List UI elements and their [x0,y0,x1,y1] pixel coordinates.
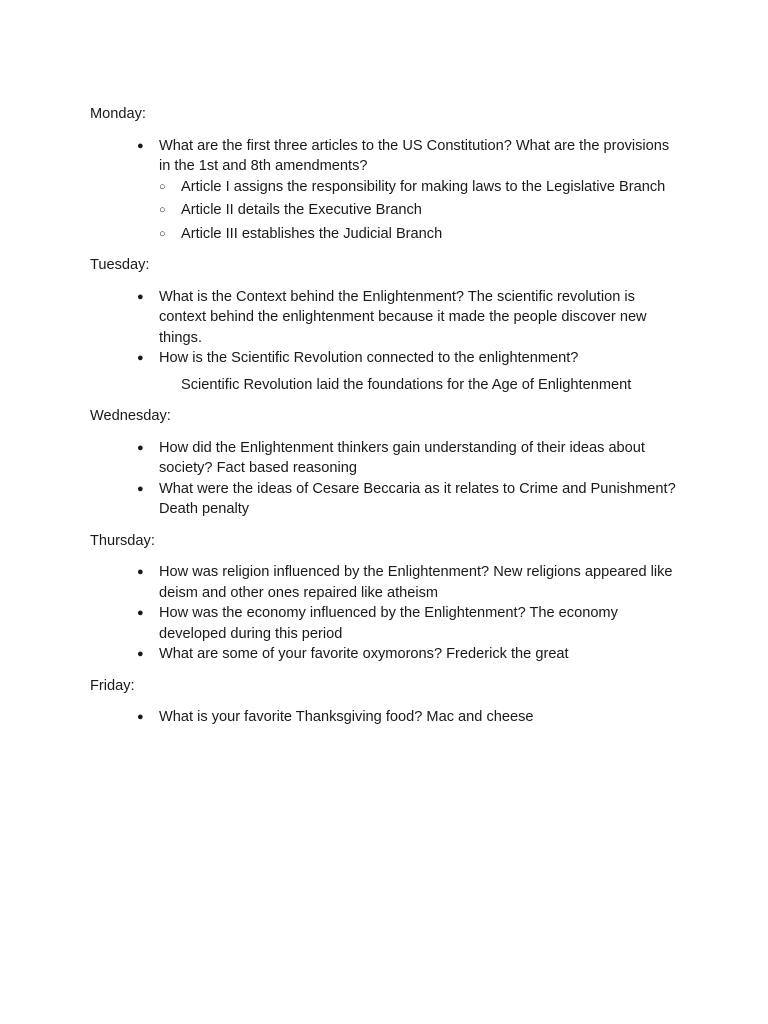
day-heading: Monday: [90,106,146,122]
answer-text: Article III establishes the Judicial Branch [181,225,443,242]
list-item [90,479,680,520]
list-item [90,287,680,349]
hollow-bullet-icon: ○ [159,204,166,216]
list-item [90,707,680,728]
question-text: How did the Enlightenment thinkers gain understanding of their ideas about society? Fact based reasoning [159,439,645,476]
question-text: What is your favorite Thanksgiving food? Mac and cheese [159,709,534,725]
bullet-icon: ● [137,566,144,578]
sub-list-item [159,177,680,198]
bullet-icon: ● [137,290,144,303]
answer-note: Scientific Revolution laid the foundations for the Age of Enlightenment [181,376,632,393]
bullet-icon: ● [137,648,144,660]
sub-list-item [159,224,680,245]
question-text: What are the first three articles to the US Constitution? What are the provisions in the 1st and 8th amendments? [159,137,670,174]
list-item [90,136,680,245]
question-list [90,438,680,520]
question-text: What were the ideas of Cesare Beccaria as it relates to Crime and Punishment? Death penalty [159,480,676,517]
sub-list-item [159,200,680,221]
question-text: How was the economy influenced by the Enlightenment? The economy developed during this period [159,605,618,642]
hollow-bullet-icon: ○ [159,180,166,193]
bullet-icon: ● [137,711,144,723]
day-heading: Tuesday: [90,257,150,273]
question-list [90,707,680,728]
hollow-bullet-icon: ○ [159,227,166,240]
question-list [90,136,680,245]
list-item [90,562,680,603]
question-text: What is the Context behind the Enlightenment? The scientific revolution is context behind the enlightenment because it made the people discover new things. [159,288,647,346]
answer-text: Article II details the Executive Branch [181,202,422,218]
day-heading: Friday: [90,677,135,694]
document-page [90,104,680,739]
bullet-icon: ● [137,607,144,619]
question-text: How is the Scientific Revolution connected to the enlightenment? [159,350,579,366]
day-section-thursday [90,531,680,665]
day-section-tuesday [90,255,680,395]
question-text: How was religion influenced by the Enlightenment? New religions appeared like deism and other ones repaired like atheism [159,564,673,601]
day-section-wednesday [90,406,680,520]
list-item [90,438,680,479]
question-text: What are some of your favorite oxymorons? Frederick the great [159,646,569,662]
bullet-icon: ● [137,482,144,495]
question-list [90,287,680,369]
answer-text: Article I assigns the responsibility for making laws to the Legislative Branch [181,178,666,195]
bullet-icon: ● [137,441,144,454]
day-section-friday [90,676,680,728]
sub-list [159,177,680,245]
list-item [90,603,680,644]
bullet-icon: ● [137,352,144,364]
list-item [90,644,680,665]
day-section-monday [90,104,680,244]
list-item [90,348,680,369]
bullet-icon: ● [137,139,144,152]
question-list [90,562,680,665]
day-heading: Thursday: [90,532,155,549]
day-heading: Wednesday: [90,408,171,424]
